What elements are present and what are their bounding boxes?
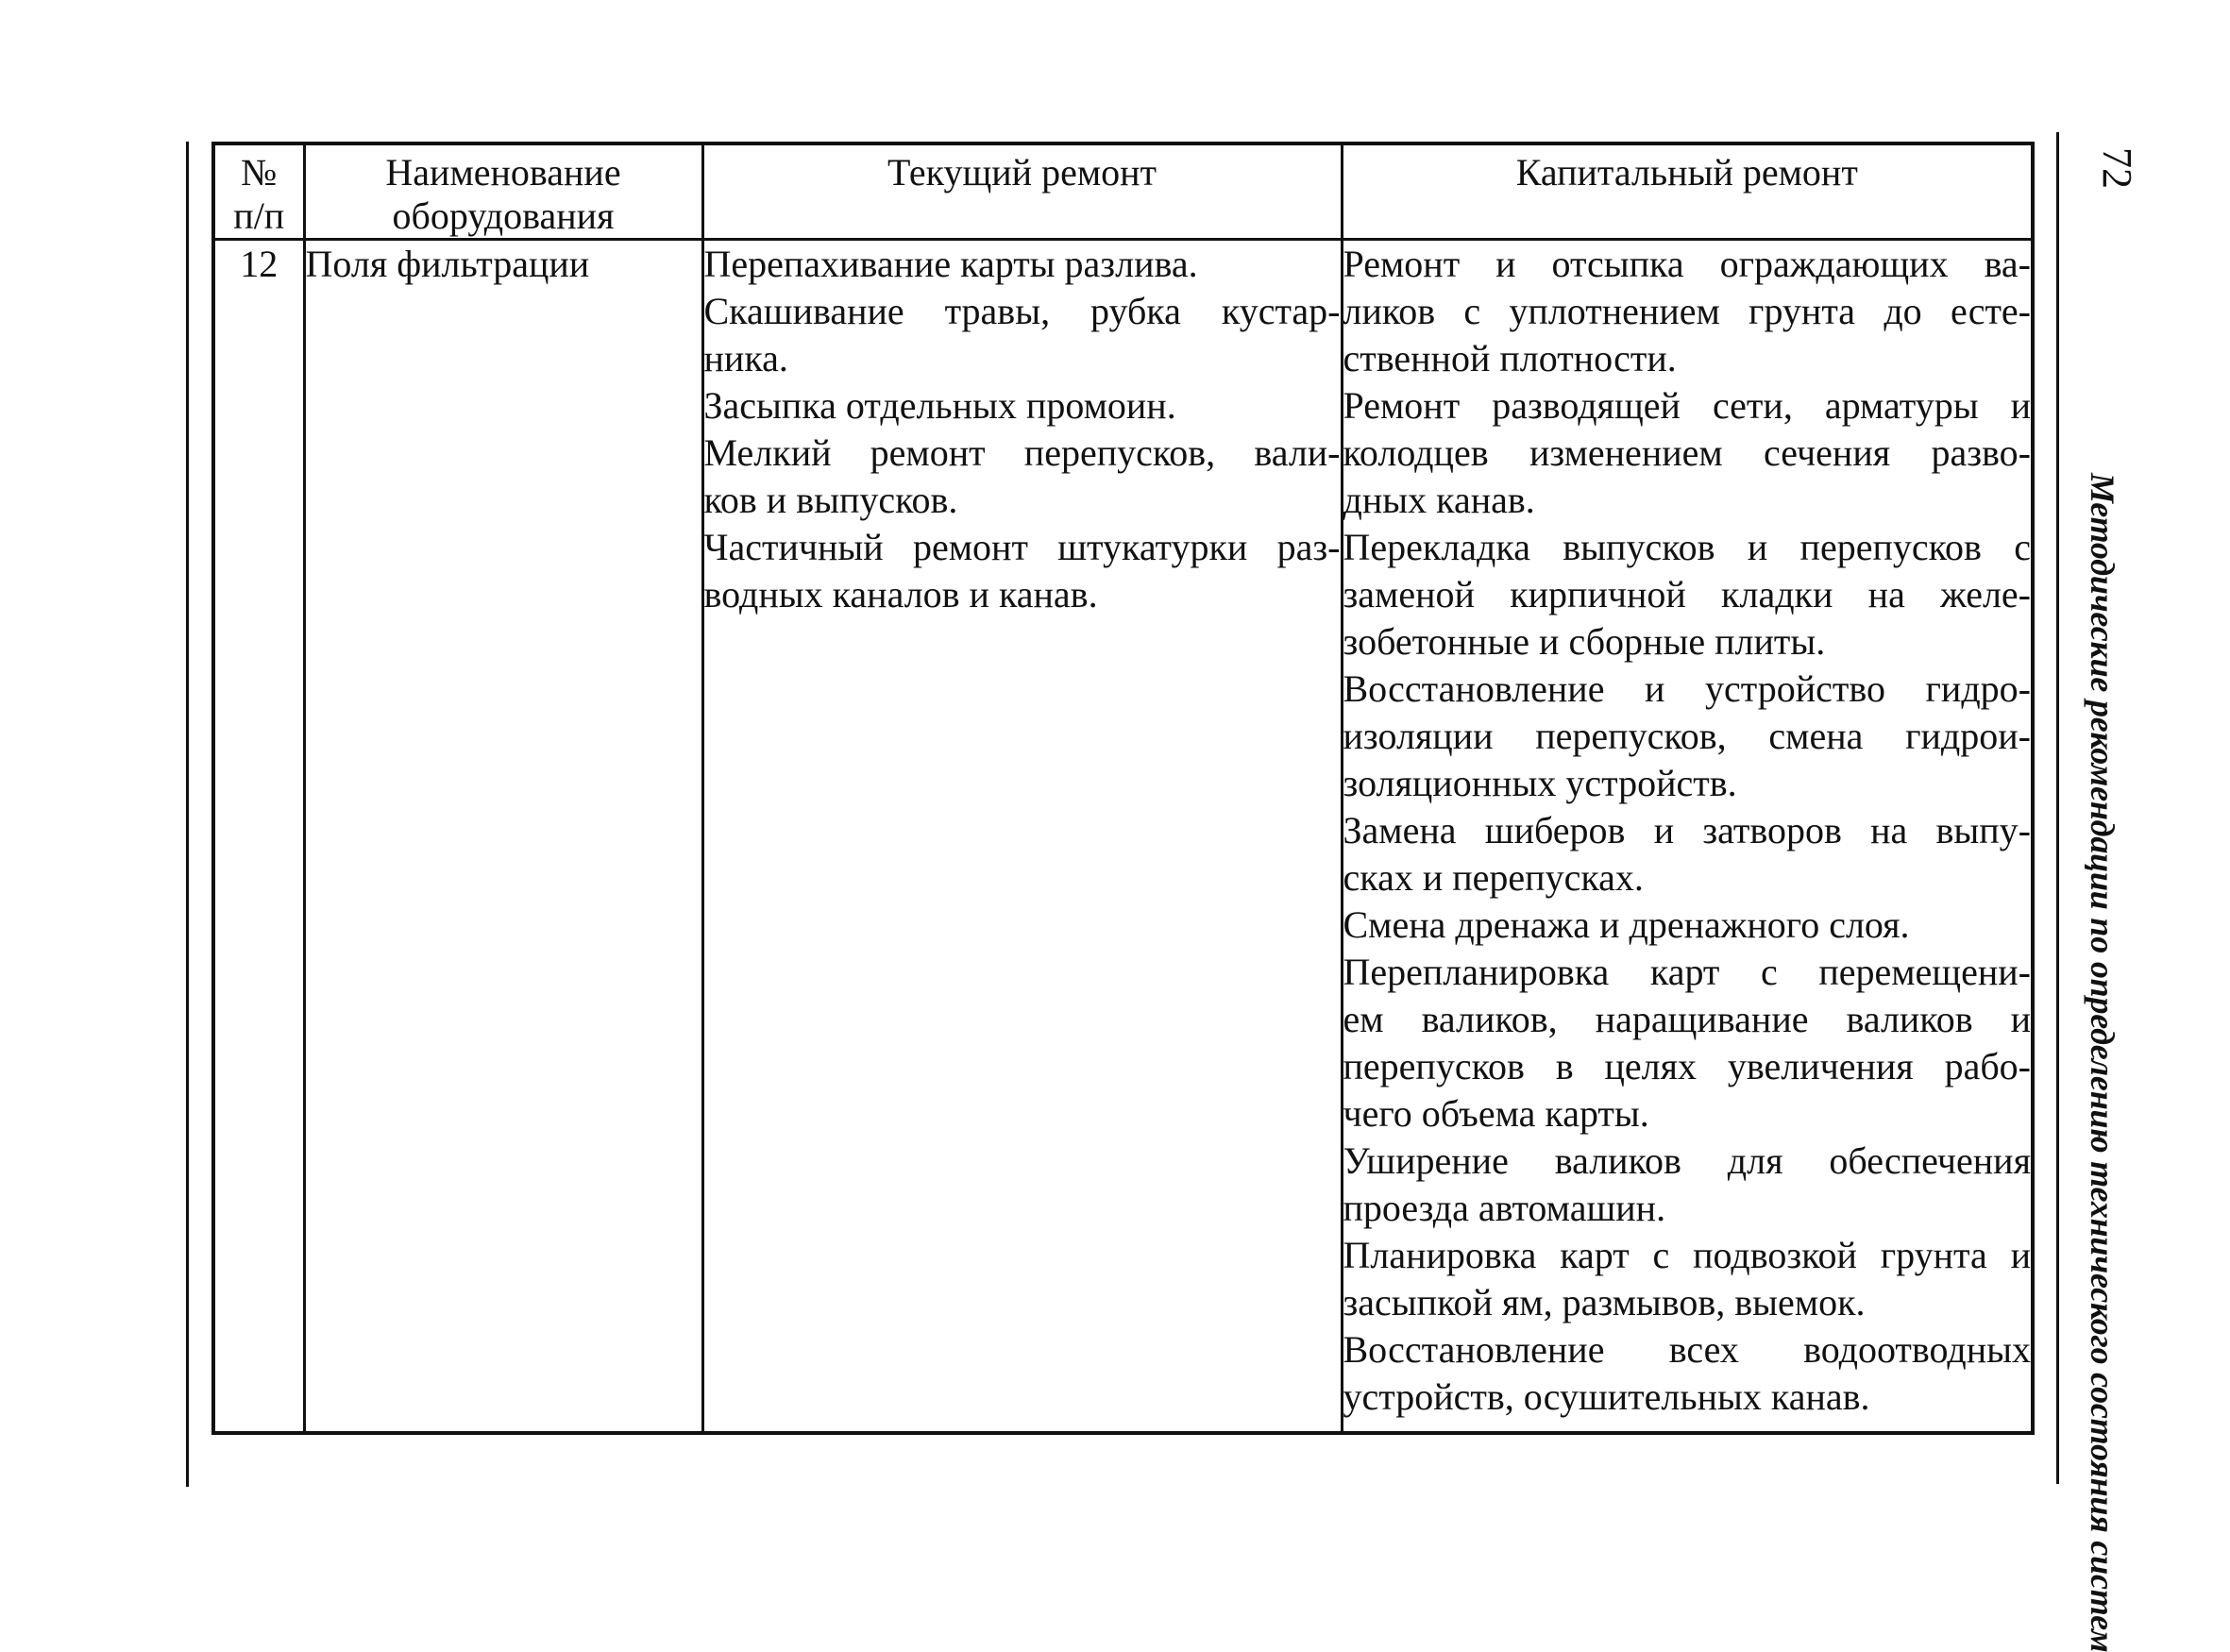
capital-line: проезда автомашин.	[1343, 1187, 1666, 1229]
capital-line: Ремонт разводящей сети, арматуры и	[1343, 384, 2031, 427]
capital-line: Ремонт и отсыпка ограждающих ва-	[1343, 243, 2031, 285]
capital-line: ликов с уплотнением грунта до есте-	[1343, 290, 2031, 332]
capital-line: золяционных устройств.	[1343, 762, 1737, 804]
header-num	[213, 143, 304, 240]
capital-line: изоляции перепусков, смена гидрои-	[1343, 715, 2031, 757]
capital-line: Восстановление и устройство гидро-	[1343, 667, 2031, 710]
capital-line: чего объема карты.	[1343, 1092, 1649, 1135]
table-header-row	[213, 143, 2033, 240]
current-line: ков и выпусков.	[703, 479, 958, 521]
page-number: 72	[2094, 147, 2140, 189]
capital-line: колодцев изменением сечения разво-	[1343, 431, 2031, 474]
current-line: Скашивание травы, рубка кустар-	[703, 290, 1341, 332]
capital-line: сках и перепусках.	[1343, 856, 1644, 899]
row-equipment-name: Поля фильтрации	[304, 240, 702, 1434]
capital-line: Смена дренажа и дренажного слоя.	[1343, 903, 1910, 946]
header-current-repair: Текущий ремонт	[702, 143, 1342, 240]
header-name-line-2: оборудования	[392, 194, 615, 237]
row-capital-repair	[1342, 240, 2033, 1434]
running-title: Методические рекомендации по определению технического состояния систем	[2084, 473, 2121, 1652]
row-current-repair	[702, 240, 1342, 1434]
header-name-line-1: Наименование	[385, 151, 621, 194]
row-num: 12	[213, 240, 304, 1434]
right-margin-rule	[2056, 132, 2059, 1484]
capital-line: Уширение валиков для обеспечения	[1343, 1139, 2031, 1182]
header-capital-repair: Капитальный ремонт	[1342, 143, 2033, 240]
current-line: Засыпка отдельных промоин.	[703, 384, 1176, 427]
current-line: ника.	[703, 337, 788, 379]
capital-line: зобетонные и сборные плиты.	[1343, 620, 1826, 663]
capital-line: Восстановление всех водоотводных	[1343, 1328, 2031, 1371]
capital-line: засыпкой ям, размывов, выемок.	[1343, 1281, 1866, 1323]
current-line: Мелкий ремонт перепусков, вали-	[703, 431, 1341, 474]
header-equipment-name	[304, 143, 702, 240]
capital-line: устройств, осушительных канав.	[1343, 1375, 1870, 1418]
capital-line: Планировка карт с подвозкой грунта и	[1343, 1234, 2031, 1276]
header-num-line-1: №	[241, 151, 278, 194]
current-line: Перепахивание карты разлива.	[703, 243, 1198, 285]
capital-line: ем валиков, наращивание валиков и	[1343, 998, 2031, 1040]
current-line: Частичный ремонт штукатурки раз-	[703, 526, 1341, 568]
repair-table	[211, 142, 2035, 1435]
capital-line: ственной плотности.	[1343, 337, 1677, 379]
capital-line: Замена шиберов и затворов на выпу-	[1343, 809, 2031, 851]
capital-line: Перепланировка карт с перемещени-	[1343, 951, 2031, 993]
capital-line: дных канав.	[1343, 479, 1535, 521]
capital-line: Перекладка выпусков и перепусков с	[1343, 526, 2031, 568]
header-num-line-2: п/п	[233, 194, 285, 237]
current-line: водных каналов и канав.	[703, 573, 1098, 615]
capital-line: заменой кирпичной кладки на желе-	[1343, 573, 2031, 615]
left-margin-rule	[186, 142, 189, 1487]
table-row	[213, 240, 2033, 1434]
capital-line: перепусков в целях увеличения рабо-	[1343, 1045, 2031, 1087]
